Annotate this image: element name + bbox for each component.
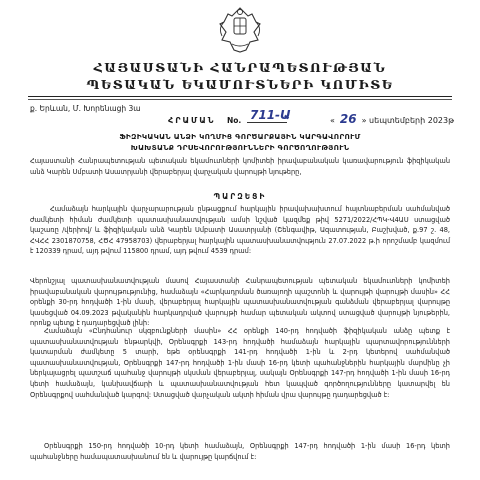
body-paragraph-3: Համաձայն «Ընդհանուր սկզբունքների մասին» ՀՀ օրենքի 140-րդ հոդվածի ֆիզիկական անձը պետք է պատասխանատվության ենթարկվի, Օրենսգրքի 143-րդ հոդվածի համաձայն հարկային պարտավորությունների կատարման ժամկետը 5 տարի, եթե օրենսգրքի 141-րդ հոդվածի 1-ին և 2-րդ կետերով սահմանված պատասխանատվության, Օրենսգրքի 147-րդ հոդվածի 1-ին մասի 16-րդ կետի պահանջներին հարկային մարմինը չի ներկայացրել պատշաճ պահանջ վարույթի սկսման վերաբերյալ, սակայն Օրենսգրքի 147-րդ հոդվածի 1-ին մասի 16-րդ կետի համաձայն, կանխավճարի և պատասխանատվության հետ կապված գործողությունները կատարվել են Օրենսգրքով սահմանված կարգով: Ստացված վարչական ակտի հիման վրա վարույթը դադարեցված է:	[30, 327, 450, 399]
header-divider-thick	[28, 96, 452, 97]
coat-of-arms-emblem	[214, 4, 266, 56]
date-day-handwritten: 26	[339, 112, 357, 126]
order-date	[330, 112, 454, 126]
date-rest: » սեպտեմբերի 2023թ	[361, 116, 454, 125]
agency-header-line1: ՀԱՅԱՍՏԱՆԻ ՀԱՆՐԱՊԵՏՈՒԹՅԱՆ	[93, 60, 387, 75]
order-number-label: No.	[227, 116, 242, 125]
body-paragraph-1: Համաձայն հարկային վարչարարության ընթացքում հարկային իրավախախտում հայտնաբերման սահմանված ժամկետի հիման ժամկետի պատասխանատվության ամսի նշված կազմեք թիվ 5271/2022/ՀՊԿ-Վ4ԱՍ ստացված կաշառը /վերիով/ և ֆիզիկական անձ Կարեն Սմբատի Ասատրյանի (Շենգավիթ, Ազատության, Բաշխված, ք.97 շ. 48, ՀՎՀՀ 2301870758, ՀԾՀ 47958703) վերաբերյալ հարկային պատասխանատվություն 27.07.2022 թ.ի որոշմամբ կազմում է 120339 դրամ, այդ թվում 115800 դրամ, այդ թվում 4539 դրամ:	[30, 205, 450, 256]
agency-header-line2: ՊԵՏԱԿԱՆ ԵԿԱՄՈՒՏՆԵՐԻ ԿՈՄԻՏԵ	[86, 77, 394, 92]
subject-line1: ՖԻԶԻԿԱԿԱՆ ԱՆՁԻ ԿՈՂՄԻՑ ԳՈՐԾԱՐՔԱՅԻՆ ԿԱՐԳԱՎՈՐՈՒՄ	[119, 132, 361, 141]
order-number-underline	[247, 122, 287, 123]
address-text: ք. Երևան, Մ. Խորենացի 3ա	[30, 104, 141, 113]
date-open-quote: «	[330, 116, 335, 125]
intro-paragraph: Հայաստանի Հանրապետության պետական եկամուտների կոմիտեի իրավաբանական կառավարություն ֆիզիկական անձ Կարեն Սմբատի Ասատրյանի վերաբերյալ վարչական վարույթի նյութերը,	[30, 157, 450, 176]
body-paragraph-4: Օրենսգրքի 150-րդ հոդվածի 10-րդ կետի համաձայն, Օրենսգրքի 147-րդ հոդվածի 1-ին մասի 16-րդ կետի պահանջները համապատասխանում են և վարույթը կարճվում է:	[30, 442, 450, 461]
order-title: ՀՐԱՄԱՆ	[168, 116, 216, 125]
subject-line2: ԽԱԽՏԱՆՔ ԴՐՍԵՎՈՐՈՒԹՅՈՒՆՆԵՐԻ ԳՈՐԾՈՂՈՒԹՅՈՒՆ	[130, 143, 350, 152]
section-heading: ՊԱՐԶԵՑԻ	[213, 192, 267, 201]
header-divider-thin	[28, 99, 452, 100]
order-number-handwritten: 711-Ա	[250, 108, 291, 122]
body-paragraph-2: Վերոնշյալ պատասխանատվության մասով Հայաստանի Հանրապետության պետական եկամուտների կոմիտեի իրավաբանական վարույթությունից, համաձայն «Հարկադրման ծառայողի պաշտոնի և վարույթի վարույթի մասին» ՀՀ օրենքի 30-րդ հոդվածի 1-ին մասի, վերաբերյալ հարկային պատասխանատվության գանձման վերաբերյալ վարույթը կասեցված 04.09.2023 թվականին հարկադրված վարույթի համար պետական ակտով ստացված վարույթի նյութերին, որոնք պետք է դադարեցված լինի:	[30, 277, 450, 328]
